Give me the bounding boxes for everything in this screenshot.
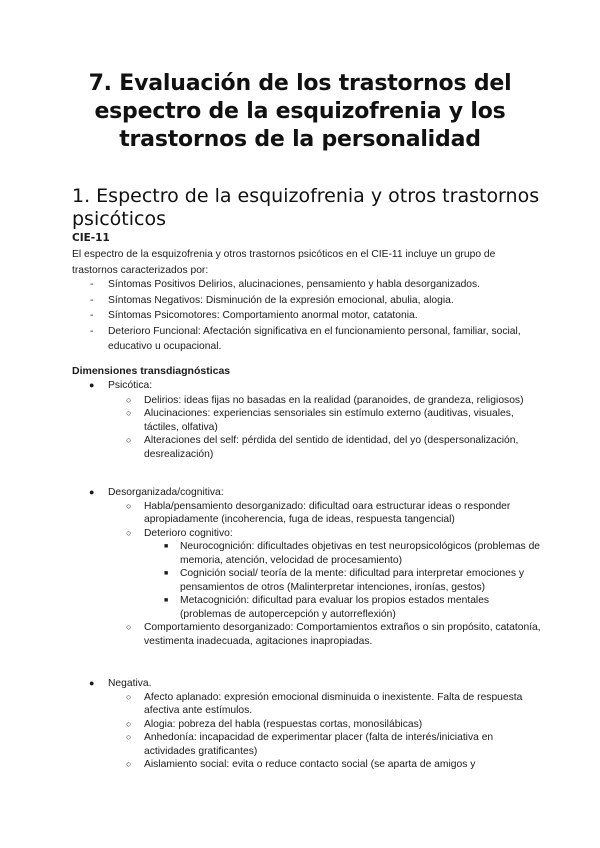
page-title: 7. Evaluación de los trastornos del espectro de la esquizofrenia y los trastornos de la personalidad [88,71,512,152]
square-bullet: ■ [164,543,169,550]
circle-bullet: ○ [126,759,132,769]
list-item: ■ Cognición social/ teoría de la mente: dificultad para interpretar emociones y pensamientos de otros (Malinterpretar intenciones, ironías, gestos) [164,568,524,593]
cie-label: CIE-11 [72,232,110,244]
section-heading: 1. Espectro de la esquizofrenia y otros trastornos psicóticos [72,185,540,230]
list-item: ○ Deterioro cognitivo: ■ Neurocognición: dificultades objetivas en test neuropsicológicos (problemas de memoria, atención, velocidad de procesamiento) ■ Cognición social/ teoría de la mente: dificultad para interpretar emociones y pensamientos de otros (Malinterpretar intenciones, ironías, gestos) ■ Metacognición: dificultad para evaluar los propios estados mentales (problemas de autopercepción y autorreflexión) [126,527,541,620]
square-bullet: ■ [164,597,169,604]
list-item: - Síntomas Negativos: Disminución de la expresión emocional, abulia, alogia. [72,293,542,309]
disorganized-dimension [72,486,542,648]
list-item: ○ Habla/pensamiento desorganizado: dificultad oara estructurar ideas o responder apropiadamente (incoherencia, fuga de ideas, respuesta tangencial) [126,500,511,525]
square-bullet: ■ [164,570,169,577]
circle-bullet: ○ [126,718,132,729]
list-item: ● Negativa. ○ Afecto aplanado: expresión emocional disminuida o inexistente. Falta de respuesta afectiva ante estímulos. ○ Alogia: pobreza del habla (respuestas cortas, monosilábicas) ○ Anhedonía: incapacidad de experimentar placer (falta de interés/iniciativa en actividades gratificantes) ○ Aislamiento social: evita o reduce contacto social (se aparta de amigos y [72,677,542,772]
list-item: ● Desorganizada/cognitiva: ○ Habla/pensamiento desorganizado: dificultad oara estructurar ideas o responder apropiadamente (incoherencia, fuga de ideas, respuesta tangencial) ○ Deterioro cognitivo: ■ Neurocognición: dificultades objetivas en test neuropsicológicos (problemas de memoria, atención, velocidad de procesamiento) ■ Cognición social/ teoría de la mente: dificultad para interpretar emociones y pensamientos de otros (Malinterpretar intenciones, ironías, gestos) ■ Metacognición: dificultad para evaluar los propios estados mentales (problemas de autopercepción y autorreflexión) ○ Comportamiento desorganizado: Comportamientos extraños o sin propósito, catatonía, vestimenta inadecuada, agitaciones inapropiadas. [89,487,541,647]
list-item: ■ Metacognición: dificultad para evaluar los propios estados mentales (problemas de autopercepción y autorreflexión) [164,595,490,620]
disc-bullet: ● [89,678,95,688]
list-item: ○ Afecto aplanado: expresión emocional disminuida o inexistente. Falta de respuesta afectiva ante estímulos. [126,691,523,716]
list-item: ○ Alucinaciones: experiencias sensoriales sin estímulo externo (auditivas, visuales, táctiles, olfativa) [126,408,514,433]
list-item: ○ Anhedonía: incapacidad de experimentar placer (falta de interés/iniciativa en actividades gratificantes) [126,732,494,757]
circle-bullet: ○ [126,527,132,538]
list-item: ○ Alteraciones del self: pérdida del sentido de identidad, del yo (despersonalización, desrealización) [126,435,519,460]
list-item: ○ Comportamiento desorganizado: Comportamientos extraños o sin propósito, catatonía, vestimenta inadecuada, agitaciones inapropiadas. [126,622,541,647]
dash-bullet: - [90,325,94,337]
list-item: ○ Alogia: pobreza del habla (respuestas cortas, monosilábicas) [126,718,423,730]
list-item: - Síntomas Positivos Delirios, alucinaciones, pensamiento y habla desorganizados. [72,277,542,293]
dash-bullet: - [90,279,94,290]
circle-bullet: ○ [126,408,132,418]
symptom-list [72,277,542,355]
circle-bullet: ○ [126,500,132,511]
circle-bullet: ○ [126,435,132,445]
dash-bullet: - [90,310,94,321]
disc-bullet: ● [89,380,95,390]
list-item: ○ Aislamiento social: evita o reduce contacto social (se aparta de amigos y [126,759,476,770]
list-item: ■ Neurocognición: dificultades objetivas en test neuropsicológicos (problemas de memoria, atención, velocidad de procesamiento) [164,541,541,566]
circle-bullet: ○ [126,691,132,702]
disc-bullet: ● [89,487,95,497]
circle-bullet: ○ [126,732,132,742]
list-item: ● Psicótica: ○ Delirios: ideas fijas no basadas en la realidad (paranoides, de grandeza, religiosos) ○ Alucinaciones: experiencias sensoriales sin estímulo externo (auditivas, visuales, táctiles, olfativa) ○ Alteraciones del self: pérdida del sentido de identidad, del yo (despersonalización, desrealización) [72,379,542,461]
dash-bullet: - [90,294,94,306]
list-item: ○ Delirios: ideas fijas no basadas en la realidad (paranoides, de grandeza, religiosos) [126,394,524,406]
psychotic-dimension [72,379,542,461]
circle-bullet: ○ [126,622,132,632]
list-item: - Síntomas Psicomotores: Comportamiento anormal motor, catatonia. [72,308,542,324]
circle-bullet: ○ [126,394,132,405]
intro-paragraph: El espectro de la esquizofrenia y otros trastornos psicóticos en el CIE-11 incluye un grupo de trastornos caracterizados por: [72,249,496,276]
list-item: - Deterioro Funcional: Afectación significativa en el funcionamiento personal, familiar, social, educativo u ocupacional. [90,325,521,352]
dimensions-label: Dimensiones transdiagnósticas [72,365,231,377]
negative-dimension [72,677,542,772]
